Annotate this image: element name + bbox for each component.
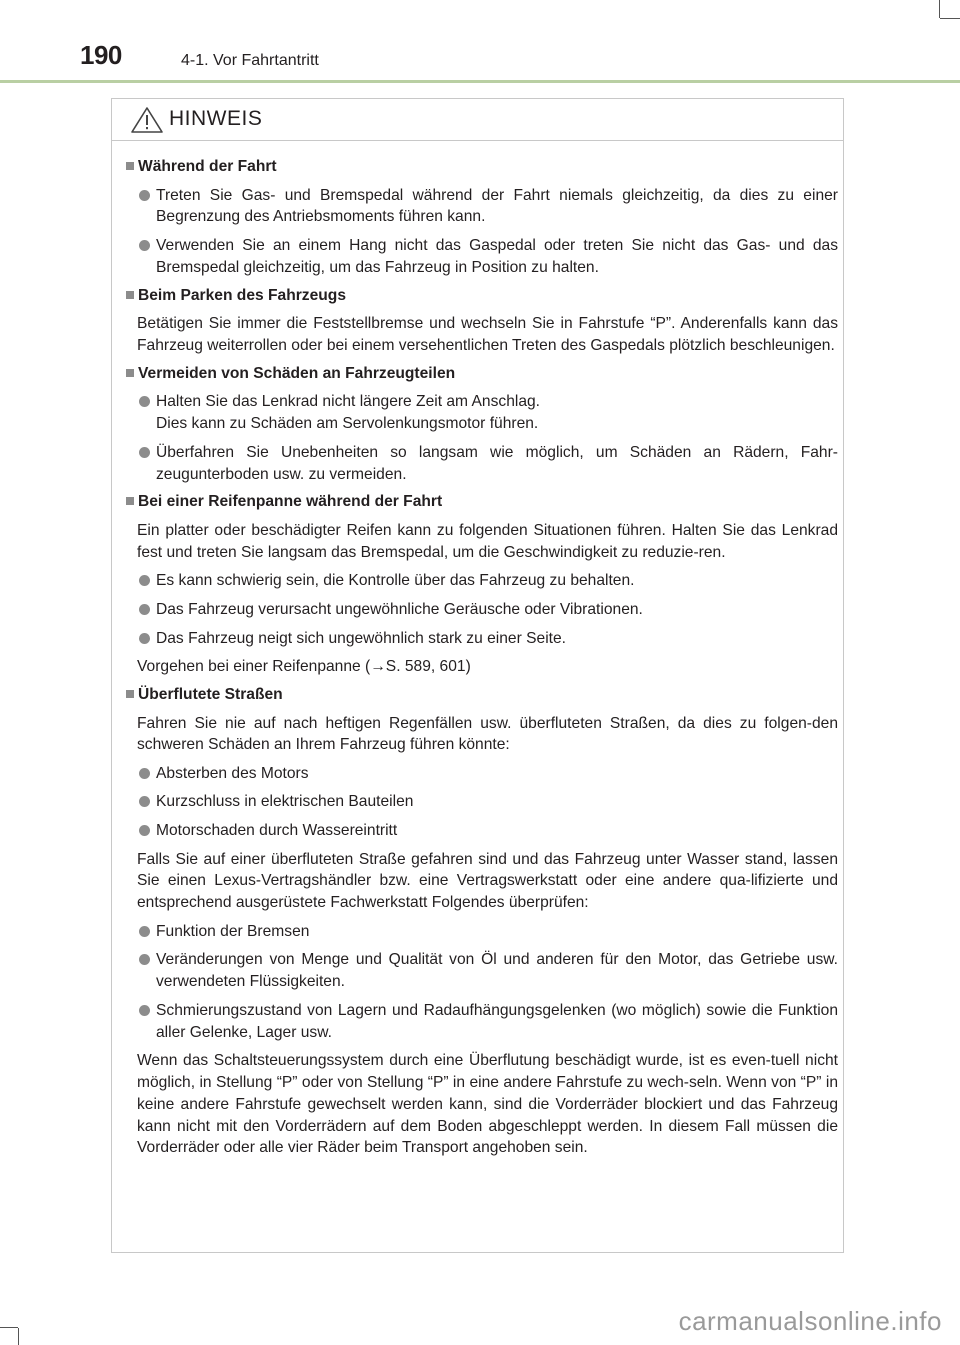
bullet-item: Motorschaden durch Wassereintritt: [126, 820, 838, 842]
paragraph: Falls Sie auf einer überfluteten Straße gefahren sind und das Fahrzeug unter Wasser stand, lassen Sie einen Lexus-Vertragshändler bzw. eine Vertragswerkstatt oder eine andere qua-lifizierte und entsprechend ausgerüstete Fachwerkstatt Folgendes überprüfen:: [137, 850, 838, 912]
bullet-item: Das Fahrzeug verursacht ungewöhnliche Geräusche oder Vibrationen.: [126, 599, 838, 621]
bullet-item: Veränderungen von Menge und Qualität von Öl und anderen für den Motor, das Getriebe usw. verwendeten Flüssigkeiten.: [126, 949, 838, 993]
section-heading: Beim Parken des Fahrzeugs: [126, 285, 838, 307]
bullet-line: Halten Sie das Lenkrad nicht längere Zeit am Anschlag.: [156, 393, 541, 411]
notice-body: [126, 156, 838, 1159]
bullet-item: Kurzschluss in elektrischen Bauteilen: [126, 791, 838, 813]
bullet-item: Absterben des Motors: [126, 763, 838, 785]
page-reference: Vorgehen bei einer Reifenpanne (→S. 589, 601): [137, 658, 471, 676]
bullet-item: Es kann schwierig sein, die Kontrolle über das Fahrzeug zu behalten.: [126, 570, 838, 592]
paragraph: Fahren Sie nie auf nach heftigen Regenfällen usw. überfluteten Straßen, da dies zu folgen-den schweren Schäden an Ihrem Fahrzeug führen könnte:: [137, 714, 838, 754]
crop-mark: [0, 1327, 18, 1328]
section-heading: Bei einer Reifenpanne während der Fahrt: [126, 491, 838, 513]
section-title: 4-1. Vor Fahrtantritt: [181, 52, 319, 69]
notice-header: [112, 99, 843, 141]
crop-mark: [18, 1328, 19, 1345]
bullet-item: Treten Sie Gas- und Bremspedal während der Fahrt niemals gleichzeitig, da dies zu einer Begrenzung des Antriebsmoments führen kann.: [126, 185, 838, 229]
paragraph: Betätigen Sie immer die Feststellbremse und wechseln Sie in Fahrstufe “P”. Anderenfalls kann das Fahrzeug weiterrollen oder bei einem versehentlichen Treten des Gaspedals plötzlich beschleunigen.: [137, 315, 838, 354]
notice-box: [111, 98, 844, 1253]
bullet-item: Funktion der Bremsen: [126, 921, 838, 943]
bullet-item: Das Fahrzeug neigt sich ungewöhnlich stark zu einer Seite.: [126, 628, 838, 650]
bullet-item: Schmierungszustand von Lagern und Radaufhängungsgelenken (wo möglich) sowie die Funktion aller Gelenke, Lager usw.: [126, 1000, 838, 1044]
watermark[interactable]: carmanualsonline.info: [678, 1306, 942, 1336]
paragraph: Ein platter oder beschädigter Reifen kann zu folgenden Situationen führen. Halten Sie das Lenkrad fest und treten Sie langsam das Bremspedal, um die Geschwindigkeit zu reduzie-ren.: [137, 521, 838, 561]
warning-icon: [130, 106, 164, 134]
bullet-item: [126, 391, 838, 435]
section-heading: Überflutete Straßen: [126, 684, 838, 706]
bullet-item: Verwenden Sie an einem Hang nicht das Gaspedal oder treten Sie nicht das Gas- und das Bremspedal gleichzeitig, um das Fahrzeug in Position zu halten.: [126, 235, 838, 279]
notice-title: HINWEIS: [169, 107, 263, 130]
paragraph: Wenn das Schaltsteuerungssystem durch eine Überflutung beschädigt wurde, ist es even-tuell nicht möglich, in Stellung “P” oder von Stellung “P” in eine andere Fahrstufe zu wech-seln. Wenn von “P” in keine andere Fahrstufe gewechselt werden kann, sind die Vorderräder blockiert und das Fahrzeug kann nicht mit den Vorderrädern auf dem Boden abgeschleppt werden. In diesem Fall müssen die Vorderräder oder alle vier Räder beim Transport angehoben sein.: [137, 1052, 838, 1157]
bullet-item: Überfahren Sie Unebenheiten so langsam wie möglich, um Schäden an Rädern, Fahr-zeugunterboden usw. zu vermeiden.: [126, 442, 838, 486]
section-heading: Vermeiden von Schäden an Fahrzeugteilen: [126, 363, 838, 385]
header-rule: [0, 80, 960, 83]
section-heading: Während der Fahrt: [126, 156, 838, 178]
bullet-line: Dies kann zu Schäden am Servolenkungsmotor führen.: [156, 415, 539, 433]
page-number: 190: [80, 40, 122, 70]
page-header: [0, 0, 960, 86]
